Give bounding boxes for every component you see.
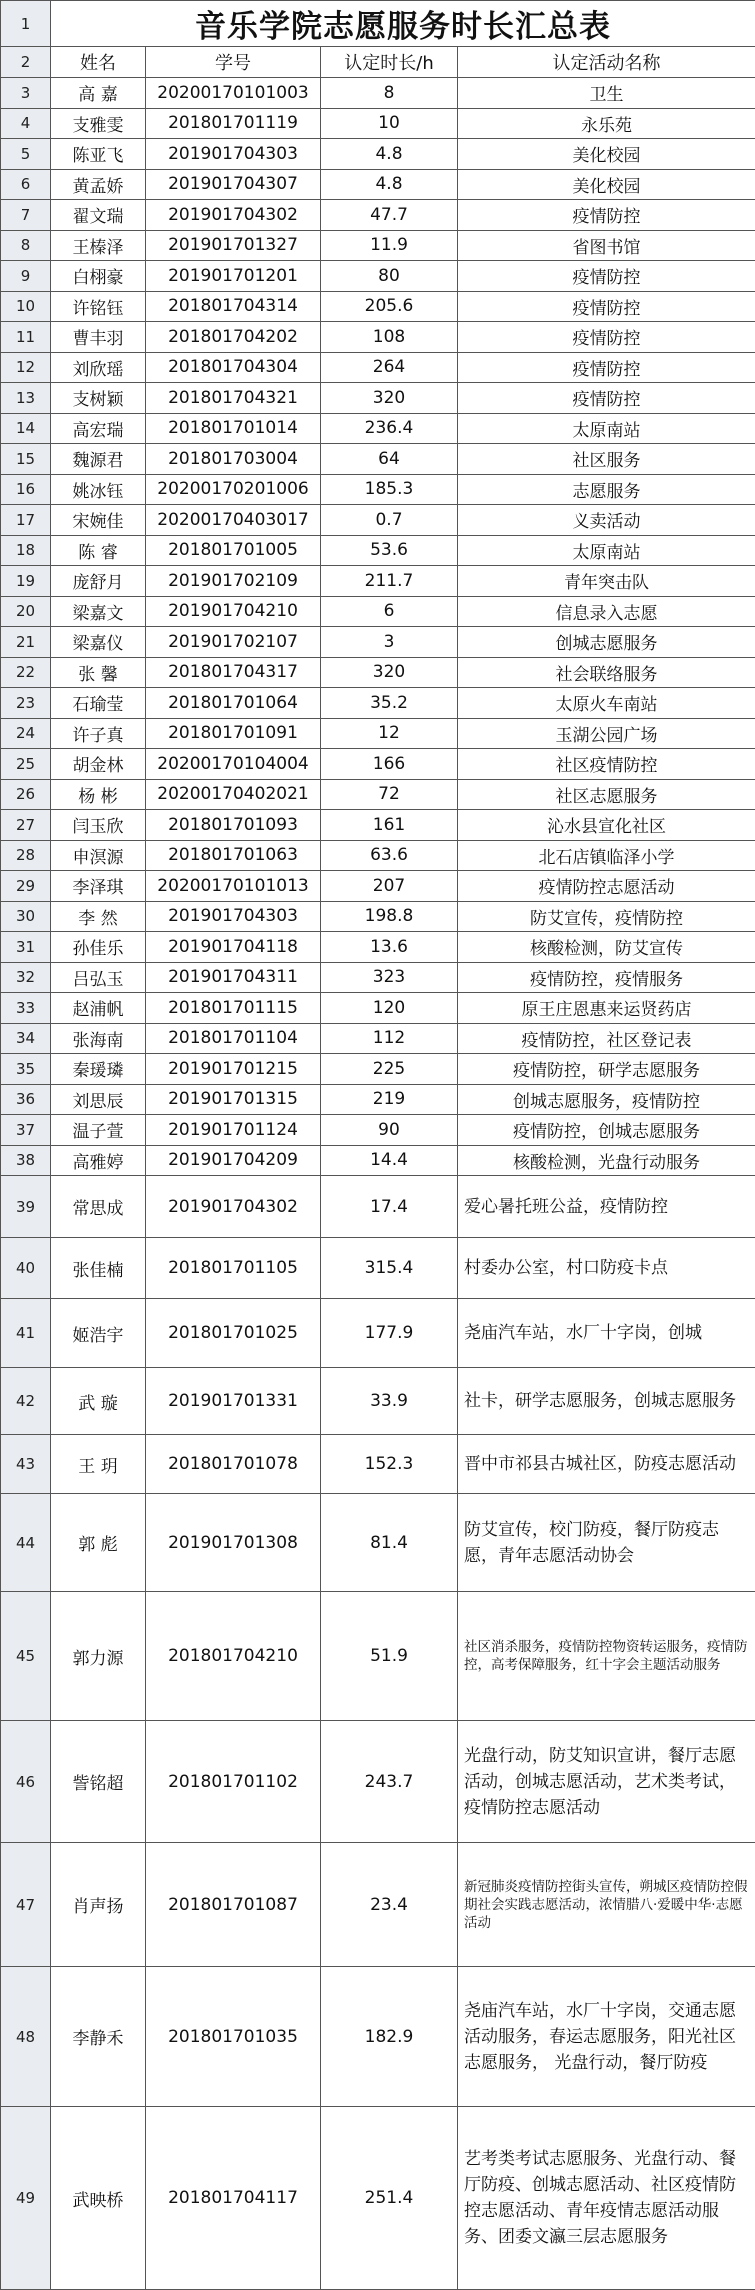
- cell-hours[interactable]: 6: [321, 596, 458, 627]
- table-row: [1, 444, 755, 475]
- cell-hours[interactable]: 51.9: [321, 1592, 458, 1721]
- cell-name[interactable]: 曹丰羽: [51, 322, 146, 353]
- cell-hours[interactable]: 177.9: [321, 1299, 458, 1368]
- cell-hours[interactable]: 112: [321, 1023, 458, 1054]
- cell-hours[interactable]: 161: [321, 810, 458, 841]
- cell-name[interactable]: 秦瑗璘: [51, 1054, 146, 1085]
- cell-name[interactable]: 翟文瑞: [51, 200, 146, 231]
- cell-student-id[interactable]: 201901701201: [146, 261, 321, 292]
- header-name: 姓名: [51, 47, 146, 78]
- cell-hours[interactable]: 80: [321, 261, 458, 292]
- cell-activity[interactable]: 永乐苑: [458, 108, 755, 139]
- cell-activity[interactable]: 原王庄恩惠来运贤药店: [458, 993, 755, 1024]
- cell-name[interactable]: 梁嘉文: [51, 596, 146, 627]
- cell-activity[interactable]: 疫情防控: [458, 261, 755, 292]
- cell-student-id[interactable]: 201801701025: [146, 1299, 321, 1368]
- table-row: [1, 1145, 755, 1176]
- row-number[interactable]: 9: [1, 261, 51, 292]
- header-hours: 认定时长/h: [321, 47, 458, 78]
- row-number[interactable]: 17: [1, 505, 51, 536]
- table-row: [1, 688, 755, 719]
- row-number[interactable]: 46: [1, 1721, 51, 1843]
- cell-student-id[interactable]: 201801701063: [146, 840, 321, 871]
- cell-student-id[interactable]: 201901704302: [146, 1176, 321, 1238]
- row-number[interactable]: 15: [1, 444, 51, 475]
- cell-activity[interactable]: 疫情防控: [458, 200, 755, 231]
- table-row: [1, 840, 755, 871]
- cell-name[interactable]: 闫玉欣: [51, 810, 146, 841]
- row-number[interactable]: 43: [1, 1435, 51, 1494]
- row-number[interactable]: 38: [1, 1145, 51, 1176]
- row-number[interactable]: 14: [1, 413, 51, 444]
- cell-name[interactable]: 黄孟娇: [51, 169, 146, 200]
- cell-name[interactable]: 杨 彬: [51, 779, 146, 810]
- cell-name[interactable]: 常思成: [51, 1176, 146, 1238]
- cell-hours[interactable]: 251.4: [321, 2107, 458, 2290]
- cell-activity[interactable]: 核酸检测，防艾宣传: [458, 932, 755, 963]
- cell-hours[interactable]: 11.9: [321, 230, 458, 261]
- cell-student-id[interactable]: 201901702107: [146, 627, 321, 658]
- table-row: [1, 1115, 755, 1146]
- cell-hours[interactable]: 185.3: [321, 474, 458, 505]
- cell-activity[interactable]: 创城志愿服务，疫情防控: [458, 1084, 755, 1115]
- cell-activity[interactable]: 美化校园: [458, 169, 755, 200]
- cell-activity[interactable]: 青年突击队: [458, 566, 755, 597]
- cell-activity[interactable]: 疫情防控，疫情服务: [458, 962, 755, 993]
- cell-student-id[interactable]: 201901704302: [146, 200, 321, 231]
- cell-student-id[interactable]: 201901704210: [146, 596, 321, 627]
- cell-hours[interactable]: 152.3: [321, 1435, 458, 1494]
- cell-student-id[interactable]: 201901704303: [146, 139, 321, 170]
- table-row: [1, 901, 755, 932]
- cell-student-id[interactable]: 201801701119: [146, 108, 321, 139]
- cell-name[interactable]: 陈 睿: [51, 535, 146, 566]
- cell-hours[interactable]: 236.4: [321, 413, 458, 444]
- cell-student-id[interactable]: 201901701315: [146, 1084, 321, 1115]
- cell-student-id[interactable]: 201801701091: [146, 718, 321, 749]
- row-number[interactable]: 30: [1, 901, 51, 932]
- row-number[interactable]: 10: [1, 291, 51, 322]
- cell-activity[interactable]: 疫情防控: [458, 322, 755, 353]
- cell-activity[interactable]: 社卡，研学志愿服务，创城志愿服务: [458, 1368, 755, 1435]
- cell-hours[interactable]: 64: [321, 444, 458, 475]
- table-row: [1, 566, 755, 597]
- cell-activity[interactable]: 光盘行动，防艾知识宣讲，餐厅志愿活动，创城志愿活动，艺术类考试，疫情防控志愿活动: [458, 1721, 755, 1843]
- table-row: [1, 108, 755, 139]
- cell-student-id[interactable]: 201801704210: [146, 1592, 321, 1721]
- cell-student-id[interactable]: 20200170101003: [146, 78, 321, 109]
- cell-name[interactable]: 刘思辰: [51, 1084, 146, 1115]
- cell-student-id[interactable]: 201801704321: [146, 383, 321, 414]
- cell-hours[interactable]: 320: [321, 657, 458, 688]
- cell-activity[interactable]: 社区志愿服务: [458, 779, 755, 810]
- cell-student-id[interactable]: 201801704304: [146, 352, 321, 383]
- cell-hours[interactable]: 63.6: [321, 840, 458, 871]
- table-row: [1, 1592, 755, 1721]
- table-row: [1, 78, 755, 109]
- cell-name[interactable]: 张佳楠: [51, 1238, 146, 1299]
- cell-activity[interactable]: 村委办公室，村口防疫卡点: [458, 1238, 755, 1299]
- cell-activity[interactable]: 社区疫情防控: [458, 749, 755, 780]
- table-row: [1, 322, 755, 353]
- cell-hours[interactable]: 198.8: [321, 901, 458, 932]
- table-row: [1, 1843, 755, 1967]
- table-row: [1, 1238, 755, 1299]
- row-number[interactable]: 33: [1, 993, 51, 1024]
- cell-name[interactable]: 吕弘玉: [51, 962, 146, 993]
- cell-name[interactable]: 庞舒月: [51, 566, 146, 597]
- table-row: [1, 1084, 755, 1115]
- cell-name[interactable]: 武映桥: [51, 2107, 146, 2290]
- cell-name[interactable]: 张 馨: [51, 657, 146, 688]
- cell-activity[interactable]: 疫情防控，社区登记表: [458, 1023, 755, 1054]
- cell-student-id[interactable]: 201901704118: [146, 932, 321, 963]
- table-row: [1, 718, 755, 749]
- cell-activity[interactable]: 创城志愿服务: [458, 627, 755, 658]
- cell-hours[interactable]: 4.8: [321, 169, 458, 200]
- row-number[interactable]: 48: [1, 1967, 51, 2107]
- cell-name[interactable]: 孙佳乐: [51, 932, 146, 963]
- cell-activity[interactable]: 社会联络服务: [458, 657, 755, 688]
- cell-activity[interactable]: 疫情防控，研学志愿服务: [458, 1054, 755, 1085]
- cell-student-id[interactable]: 201801701005: [146, 535, 321, 566]
- cell-activity[interactable]: 晋中市祁县古城社区，防疫志愿活动: [458, 1435, 755, 1494]
- row-number[interactable]: 21: [1, 627, 51, 658]
- cell-name[interactable]: 陈亚飞: [51, 139, 146, 170]
- cell-activity[interactable]: 疫情防控: [458, 383, 755, 414]
- cell-hours[interactable]: 211.7: [321, 566, 458, 597]
- cell-activity[interactable]: 义卖活动: [458, 505, 755, 536]
- cell-hours[interactable]: 120: [321, 993, 458, 1024]
- cell-hours[interactable]: 219: [321, 1084, 458, 1115]
- row-number[interactable]: 41: [1, 1299, 51, 1368]
- row-number[interactable]: 23: [1, 688, 51, 719]
- cell-name[interactable]: 刘欣瑶: [51, 352, 146, 383]
- table-row: [1, 169, 755, 200]
- row-number[interactable]: 8: [1, 230, 51, 261]
- cell-name[interactable]: 申溟源: [51, 840, 146, 871]
- table-row: [1, 932, 755, 963]
- cell-name[interactable]: 梁嘉仪: [51, 627, 146, 658]
- cell-student-id[interactable]: 20200170104004: [146, 749, 321, 780]
- cell-hours[interactable]: 81.4: [321, 1494, 458, 1592]
- cell-activity[interactable]: 太原南站: [458, 535, 755, 566]
- cell-name[interactable]: 郭 彪: [51, 1494, 146, 1592]
- cell-hours[interactable]: 12: [321, 718, 458, 749]
- table-row: [1, 810, 755, 841]
- table-row: [1, 230, 755, 261]
- cell-name[interactable]: 赵浦帆: [51, 993, 146, 1024]
- cell-hours[interactable]: 35.2: [321, 688, 458, 719]
- cell-hours[interactable]: 108: [321, 322, 458, 353]
- row-number[interactable]: 47: [1, 1843, 51, 1967]
- cell-activity[interactable]: 北石店镇临泽小学: [458, 840, 755, 871]
- cell-hours[interactable]: 320: [321, 383, 458, 414]
- row-number[interactable]: 22: [1, 657, 51, 688]
- table-row: [1, 627, 755, 658]
- row-number[interactable]: 34: [1, 1023, 51, 1054]
- row-number[interactable]: 29: [1, 871, 51, 902]
- cell-name[interactable]: 胡金林: [51, 749, 146, 780]
- cell-student-id[interactable]: 201801701014: [146, 413, 321, 444]
- cell-hours[interactable]: 315.4: [321, 1238, 458, 1299]
- cell-hours[interactable]: 4.8: [321, 139, 458, 170]
- cell-name[interactable]: 支雅雯: [51, 108, 146, 139]
- cell-student-id[interactable]: 201801704317: [146, 657, 321, 688]
- cell-name[interactable]: 姚冰钰: [51, 474, 146, 505]
- table-row: [1, 871, 755, 902]
- title-row: [1, 1, 755, 47]
- table-row: [1, 505, 755, 536]
- cell-activity[interactable]: 太原火车南站: [458, 688, 755, 719]
- cell-student-id[interactable]: 201901702109: [146, 566, 321, 597]
- row-number[interactable]: 28: [1, 840, 51, 871]
- row-number[interactable]: 36: [1, 1084, 51, 1115]
- table-row: [1, 291, 755, 322]
- cell-name[interactable]: 温子萱: [51, 1115, 146, 1146]
- cell-student-id[interactable]: 20200170403017: [146, 505, 321, 536]
- table-row: [1, 413, 755, 444]
- cell-hours[interactable]: 166: [321, 749, 458, 780]
- table-row: [1, 993, 755, 1024]
- cell-student-id[interactable]: 201801701102: [146, 1721, 321, 1843]
- cell-activity[interactable]: 防艾宣传，疫情防控: [458, 901, 755, 932]
- row-number[interactable]: 42: [1, 1368, 51, 1435]
- cell-name[interactable]: 肖声扬: [51, 1843, 146, 1967]
- cell-student-id[interactable]: 20200170402021: [146, 779, 321, 810]
- table-row: [1, 596, 755, 627]
- table-row: [1, 261, 755, 292]
- cell-activity[interactable]: 卫生: [458, 78, 755, 109]
- table-row: [1, 1967, 755, 2107]
- table-row: [1, 535, 755, 566]
- row-number[interactable]: 49: [1, 2107, 51, 2290]
- cell-student-id[interactable]: 201801701035: [146, 1967, 321, 2107]
- row-number[interactable]: 26: [1, 779, 51, 810]
- table-row: [1, 1368, 755, 1435]
- table-row: [1, 1023, 755, 1054]
- cell-name[interactable]: 白栩豪: [51, 261, 146, 292]
- row-number[interactable]: 1: [1, 1, 51, 47]
- row-number[interactable]: 35: [1, 1054, 51, 1085]
- cell-name[interactable]: 李静禾: [51, 1967, 146, 2107]
- cell-student-id[interactable]: 201801701105: [146, 1238, 321, 1299]
- cell-activity[interactable]: 省图书馆: [458, 230, 755, 261]
- row-number[interactable]: 27: [1, 810, 51, 841]
- row-number[interactable]: 6: [1, 169, 51, 200]
- cell-activity[interactable]: 信息录入志愿: [458, 596, 755, 627]
- cell-hours[interactable]: 17.4: [321, 1176, 458, 1238]
- cell-activity[interactable]: 尧庙汽车站，水厂十字岗，创城: [458, 1299, 755, 1368]
- table-row: [1, 352, 755, 383]
- cell-activity[interactable]: 疫情防控: [458, 291, 755, 322]
- cell-name[interactable]: 许子真: [51, 718, 146, 749]
- cell-name[interactable]: 高 嘉: [51, 78, 146, 109]
- row-number[interactable]: 44: [1, 1494, 51, 1592]
- table-row: [1, 1299, 755, 1368]
- cell-student-id[interactable]: 201901704307: [146, 169, 321, 200]
- cell-activity[interactable]: 疫情防控: [458, 352, 755, 383]
- row-number[interactable]: 32: [1, 962, 51, 993]
- table-row: [1, 1435, 755, 1494]
- row-number[interactable]: 40: [1, 1238, 51, 1299]
- cell-activity[interactable]: 防艾宣传，校门防疫，餐厅防疫志愿，青年志愿活动协会: [458, 1494, 755, 1592]
- header-activity: 认定活动名称: [458, 47, 755, 78]
- cell-name[interactable]: 张海南: [51, 1023, 146, 1054]
- cell-hours[interactable]: 47.7: [321, 200, 458, 231]
- cell-name[interactable]: 李泽琪: [51, 871, 146, 902]
- table-row: [1, 962, 755, 993]
- cell-student-id[interactable]: 201901701308: [146, 1494, 321, 1592]
- cell-student-id[interactable]: 201801701078: [146, 1435, 321, 1494]
- cell-hours[interactable]: 72: [321, 779, 458, 810]
- cell-hours[interactable]: 205.6: [321, 291, 458, 322]
- cell-student-id[interactable]: 201901701327: [146, 230, 321, 261]
- table-body: [1, 1, 755, 2290]
- cell-hours[interactable]: 10: [321, 108, 458, 139]
- cell-student-id[interactable]: 201801701093: [146, 810, 321, 841]
- cell-hours[interactable]: 8: [321, 78, 458, 109]
- cell-activity[interactable]: 尧庙汽车站，水厂十字岗，交通志愿活动服务，春运志愿服务，阳光社区志愿服务， 光盘行动，餐厅防疫: [458, 1967, 755, 2107]
- cell-activity[interactable]: 志愿服务: [458, 474, 755, 505]
- row-number[interactable]: 16: [1, 474, 51, 505]
- table-row: [1, 200, 755, 231]
- cell-student-id[interactable]: 20200170201006: [146, 474, 321, 505]
- row-number[interactable]: 25: [1, 749, 51, 780]
- row-number[interactable]: 24: [1, 718, 51, 749]
- row-number[interactable]: 2: [1, 47, 51, 78]
- cell-activity[interactable]: 爱心暑托班公益，疫情防控: [458, 1176, 755, 1238]
- cell-hours[interactable]: 225: [321, 1054, 458, 1085]
- row-number[interactable]: 4: [1, 108, 51, 139]
- cell-hours[interactable]: 323: [321, 962, 458, 993]
- cell-activity[interactable]: 核酸检测，光盘行动服务: [458, 1145, 755, 1176]
- row-number[interactable]: 18: [1, 535, 51, 566]
- cell-hours[interactable]: 243.7: [321, 1721, 458, 1843]
- cell-student-id[interactable]: 201801703004: [146, 444, 321, 475]
- cell-hours[interactable]: 3: [321, 627, 458, 658]
- cell-name[interactable]: 姬浩宇: [51, 1299, 146, 1368]
- cell-hours[interactable]: 207: [321, 871, 458, 902]
- table-row: [1, 1721, 755, 1843]
- cell-hours[interactable]: 14.4: [321, 1145, 458, 1176]
- header-student-id: 学号: [146, 47, 321, 78]
- cell-activity[interactable]: 美化校园: [458, 139, 755, 170]
- table-row: [1, 1176, 755, 1238]
- cell-name[interactable]: 王榛泽: [51, 230, 146, 261]
- cell-student-id[interactable]: 201801704202: [146, 322, 321, 353]
- row-number[interactable]: 37: [1, 1115, 51, 1146]
- cell-student-id[interactable]: 201901701215: [146, 1054, 321, 1085]
- cell-name[interactable]: 高宏瑞: [51, 413, 146, 444]
- row-number[interactable]: 7: [1, 200, 51, 231]
- cell-name[interactable]: 訾铭超: [51, 1721, 146, 1843]
- sheet-title: 音乐学院志愿服务时长汇总表: [51, 1, 755, 47]
- cell-student-id[interactable]: 201901704303: [146, 901, 321, 932]
- cell-hours[interactable]: 13.6: [321, 932, 458, 963]
- cell-activity[interactable]: 社区消杀服务，疫情防控物资转运服务，疫情防控，高考保障服务，红十字会主题活动服务: [458, 1592, 755, 1721]
- cell-hours[interactable]: 23.4: [321, 1843, 458, 1967]
- cell-hours[interactable]: 33.9: [321, 1368, 458, 1435]
- cell-student-id[interactable]: 201801704117: [146, 2107, 321, 2290]
- cell-student-id[interactable]: 201801701104: [146, 1023, 321, 1054]
- cell-name[interactable]: 李 然: [51, 901, 146, 932]
- cell-name[interactable]: 郭力源: [51, 1592, 146, 1721]
- cell-activity[interactable]: 太原南站: [458, 413, 755, 444]
- table-row: [1, 1054, 755, 1085]
- cell-name[interactable]: 魏源君: [51, 444, 146, 475]
- cell-student-id[interactable]: 201901701124: [146, 1115, 321, 1146]
- cell-hours[interactable]: 90: [321, 1115, 458, 1146]
- cell-student-id[interactable]: 20200170101013: [146, 871, 321, 902]
- row-number[interactable]: 5: [1, 139, 51, 170]
- cell-activity[interactable]: 社区服务: [458, 444, 755, 475]
- row-number[interactable]: 12: [1, 352, 51, 383]
- table-row: [1, 139, 755, 170]
- cell-activity[interactable]: 沁水县宣化社区: [458, 810, 755, 841]
- cell-student-id[interactable]: 201901701331: [146, 1368, 321, 1435]
- cell-activity[interactable]: 疫情防控志愿活动: [458, 871, 755, 902]
- cell-hours[interactable]: 182.9: [321, 1967, 458, 2107]
- row-number[interactable]: 11: [1, 322, 51, 353]
- table-row: [1, 749, 755, 780]
- cell-student-id[interactable]: 201801701115: [146, 993, 321, 1024]
- row-number[interactable]: 31: [1, 932, 51, 963]
- cell-name[interactable]: 宋婉佳: [51, 505, 146, 536]
- table-row: [1, 383, 755, 414]
- table-row: [1, 657, 755, 688]
- row-number[interactable]: 13: [1, 383, 51, 414]
- row-number[interactable]: 39: [1, 1176, 51, 1238]
- table-row: [1, 2107, 755, 2290]
- row-number[interactable]: 19: [1, 566, 51, 597]
- cell-name[interactable]: 武 璇: [51, 1368, 146, 1435]
- cell-name[interactable]: 王 玥: [51, 1435, 146, 1494]
- cell-activity[interactable]: 艺考类考试志愿服务、光盘行动、餐厅防疫、创城志愿活动、社区疫情防控志愿活动、青年疫情志愿活动服务、团委文瀛三层志愿服务: [458, 2107, 755, 2290]
- row-number[interactable]: 3: [1, 78, 51, 109]
- table-row: [1, 779, 755, 810]
- table-row: [1, 1494, 755, 1592]
- cell-name[interactable]: 高雅婷: [51, 1145, 146, 1176]
- header-row: [1, 47, 755, 78]
- cell-student-id[interactable]: 201801701064: [146, 688, 321, 719]
- cell-student-id[interactable]: 201801704314: [146, 291, 321, 322]
- cell-student-id[interactable]: 201901704311: [146, 962, 321, 993]
- cell-name[interactable]: 支树颖: [51, 383, 146, 414]
- table-row: [1, 474, 755, 505]
- cell-name[interactable]: 许铭钰: [51, 291, 146, 322]
- row-number[interactable]: 45: [1, 1592, 51, 1721]
- cell-name[interactable]: 石瑜莹: [51, 688, 146, 719]
- cell-hours[interactable]: 0.7: [321, 505, 458, 536]
- cell-activity[interactable]: 疫情防控，创城志愿服务: [458, 1115, 755, 1146]
- cell-hours[interactable]: 264: [321, 352, 458, 383]
- cell-student-id[interactable]: 201901704209: [146, 1145, 321, 1176]
- cell-activity[interactable]: 玉湖公园广场: [458, 718, 755, 749]
- cell-hours[interactable]: 53.6: [321, 535, 458, 566]
- cell-activity[interactable]: 新冠肺炎疫情防控街头宣传，朔城区疫情防控假期社会实践志愿活动，浓情腊八·爱暖中华·志愿活动: [458, 1843, 755, 1967]
- cell-student-id[interactable]: 201801701087: [146, 1843, 321, 1967]
- row-number[interactable]: 20: [1, 596, 51, 627]
